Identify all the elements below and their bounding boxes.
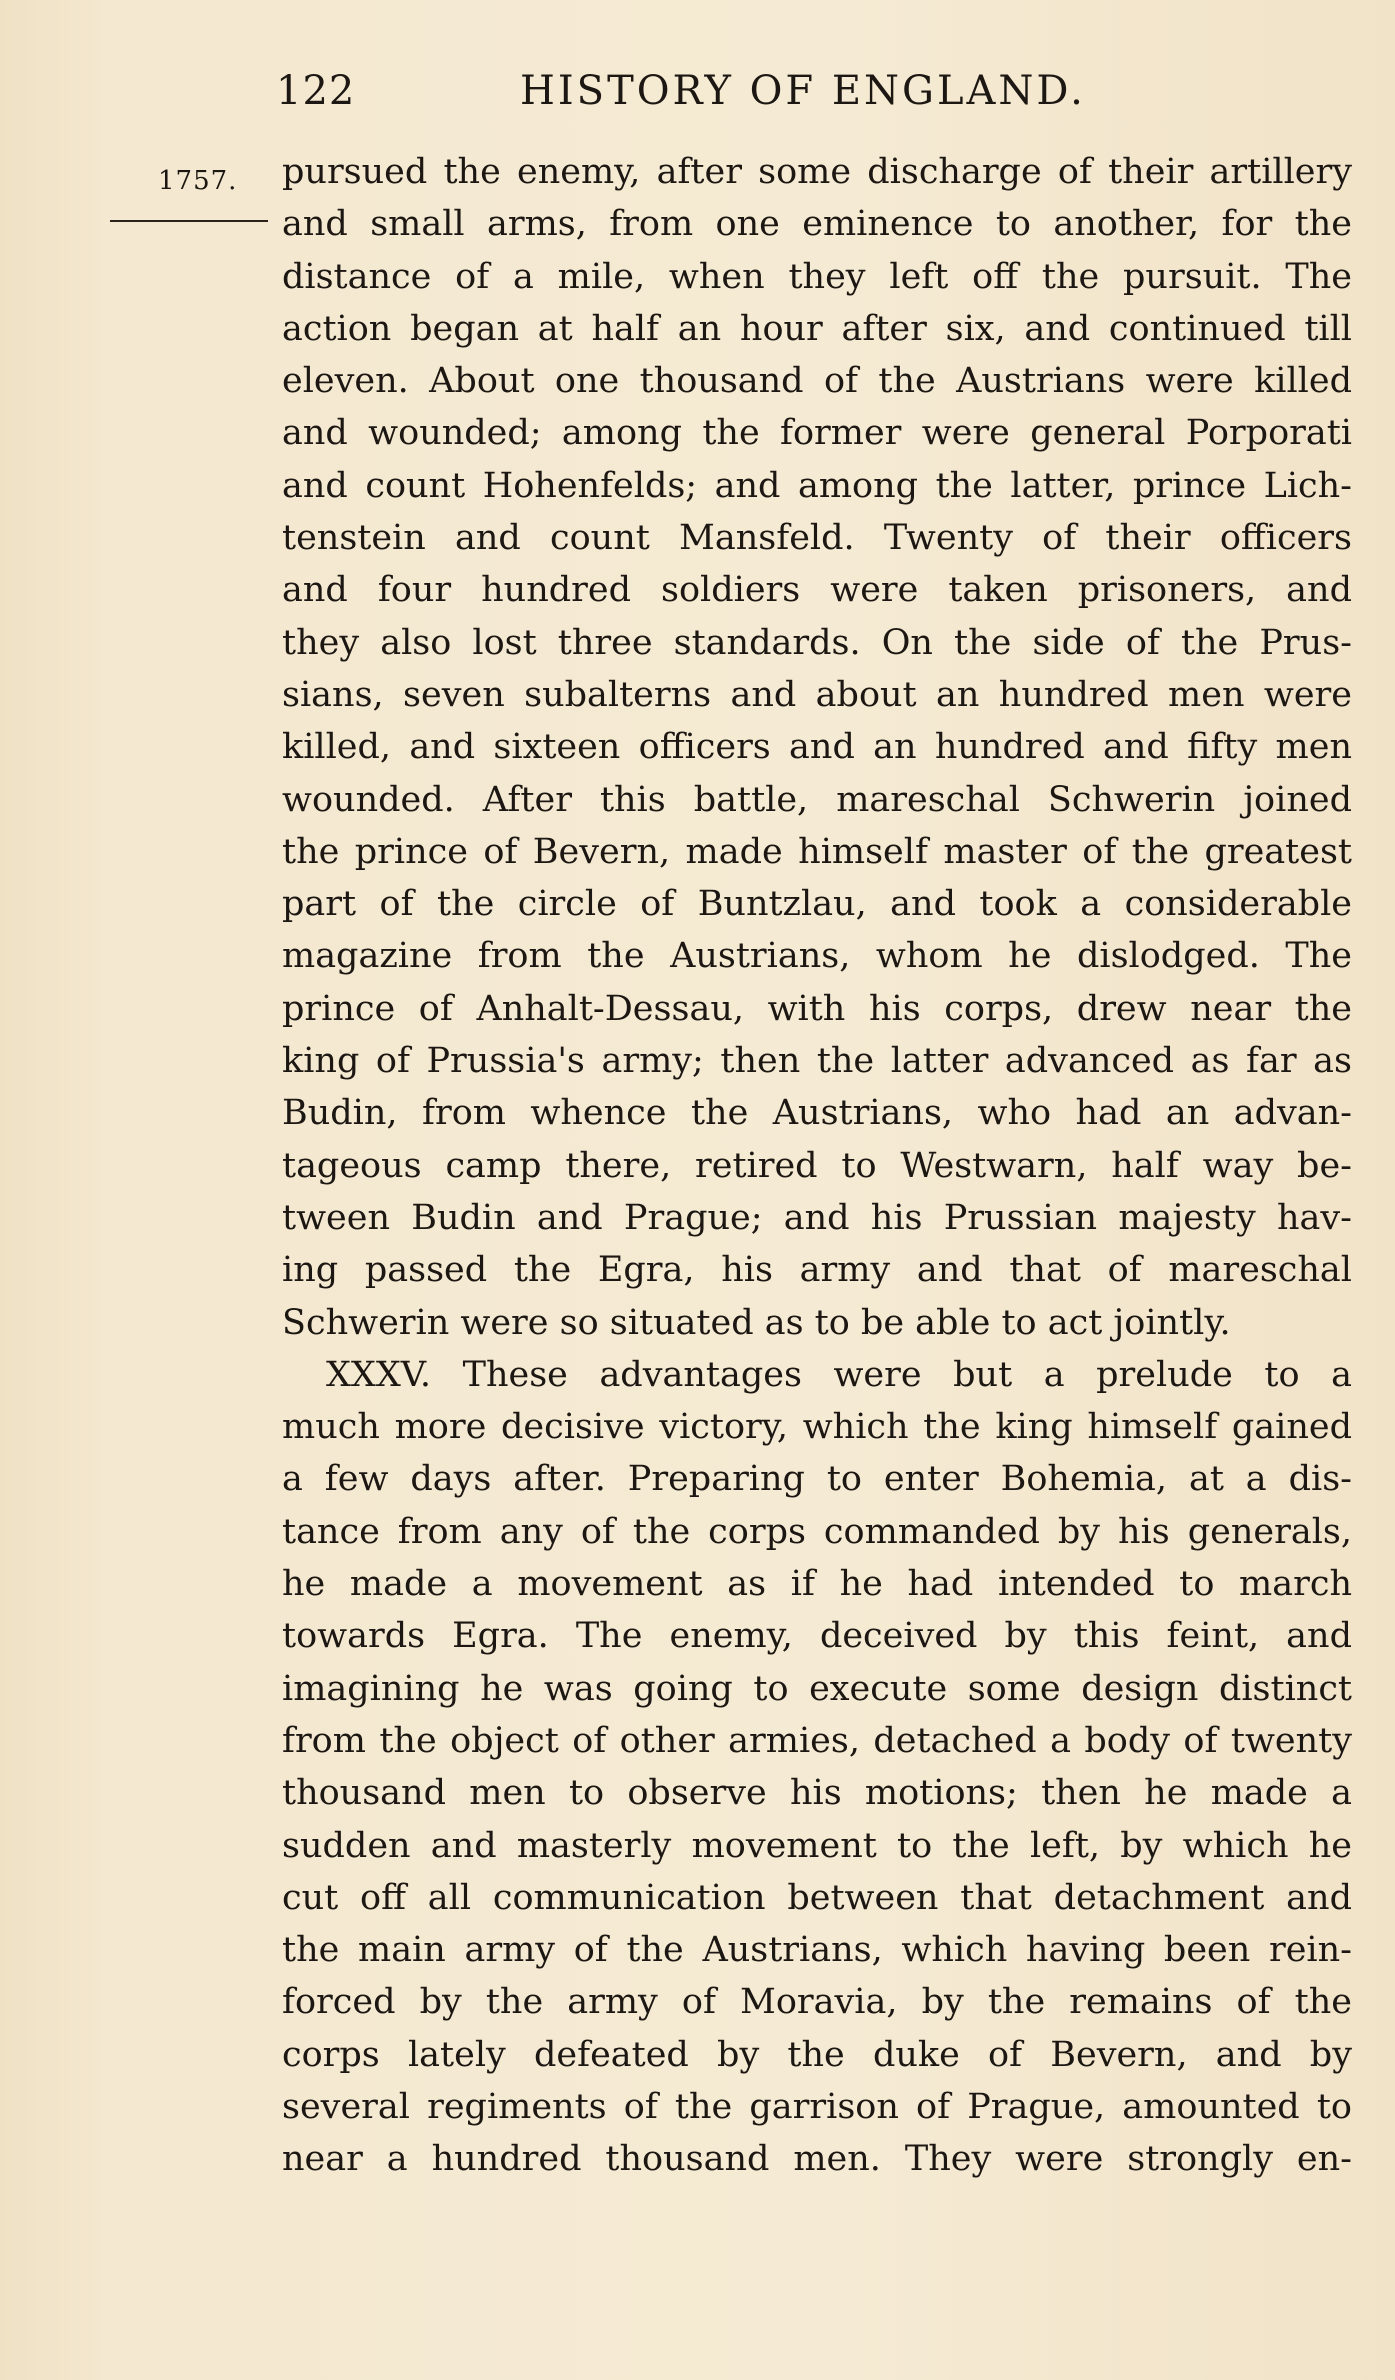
text-line: the prince of Bevern, made himself master of the greatest [282,831,1352,872]
text-line: Budin, from whence the Austrians, who had an advan- [282,1093,1352,1134]
text-line: cut off all communication between that detachment and [282,1877,1352,1918]
text-line: and wounded; among the former were general Porporati [282,413,1352,454]
text-line: wounded. After this battle, mareschal Schwerin joined [282,779,1352,820]
text-line: much more decisive victory, which the king himself gained [282,1407,1352,1448]
text-line: tance from any of the corps commanded by his generals, [282,1511,1352,1552]
text-line: thousand men to observe his motions; then he made a [282,1773,1352,1814]
text-line: and small arms, from one eminence to another, for the [282,204,1352,245]
text-line: imagining he was going to execute some design distinct [282,1668,1352,1709]
text-line: action began at half an hour after six, and continued till [282,308,1352,349]
text-line: king of Prussia's army; then the latter advanced as far as [282,1041,1352,1082]
section-start-line: XXXV. These advantages were but a prelude to a [326,1354,1352,1395]
text-line: sudden and masterly movement to the left, by which he [282,1825,1352,1866]
text-line: from the object of other armies, detached a body of twenty [282,1720,1352,1761]
paragraph-end-line: Schwerin were so situated as to be able to act jointly. [282,1302,1231,1343]
text-line: distance of a mile, when they left off the pursuit. The [282,256,1352,297]
text-line: and four hundred soldiers were taken prisoners, and [282,570,1352,611]
text-line: ing passed the Egra, his army and that of mareschal [282,1250,1352,1291]
text-line: a few days after. Preparing to enter Bohemia, at a dis- [282,1459,1352,1500]
text-line: corps lately defeated by the duke of Bevern, and by [282,2034,1352,2075]
text-line: the main army of the Austrians, which having been rein- [282,1930,1352,1971]
text-line: towards Egra. The enemy, deceived by this feint, and [282,1616,1352,1657]
text-line: prince of Anhalt-Dessau, with his corps, drew near the [282,988,1352,1029]
running-title: HISTORY OF ENGLAND. [520,68,1086,114]
margin-rule [110,220,268,222]
margin-year-note: 1757. [158,166,238,196]
page-header [276,68,1146,128]
text-line: pursued the enemy, after some discharge of their artillery [282,152,1352,192]
text-line: and count Hohenfelds; and among the latter, prince Lich- [282,465,1352,506]
text-line: magazine from the Austrians, whom he dislodged. The [282,936,1352,977]
text-line: they also lost three standards. On the side of the Prus- [282,622,1352,663]
text-line: tenstein and count Mansfeld. Twenty of their officers [282,518,1352,559]
page-number: 122 [276,68,356,114]
text-line: tween Budin and Prague; and his Prussian majesty hav- [282,1197,1352,1238]
body-text [282,146,1352,2186]
text-line: he made a movement as if he had intended to march [282,1564,1352,1605]
text-line: sians, seven subalterns and about an hundred men were [282,674,1352,715]
text-line: eleven. About one thousand of the Austrians were killed [282,361,1352,402]
text-line: near a hundred thousand men. They were strongly en- [282,2139,1352,2180]
text-line: several regiments of the garrison of Prague, amounted to [282,2086,1352,2127]
text-line: killed, and sixteen officers and an hundred and fifty men [282,727,1352,768]
text-line: tageous camp there, retired to Westwarn, half way be- [282,1145,1352,1186]
text-line: part of the circle of Buntzlau, and took a considerable [282,884,1352,925]
text-line: forced by the army of Moravia, by the remains of the [282,1982,1352,2023]
